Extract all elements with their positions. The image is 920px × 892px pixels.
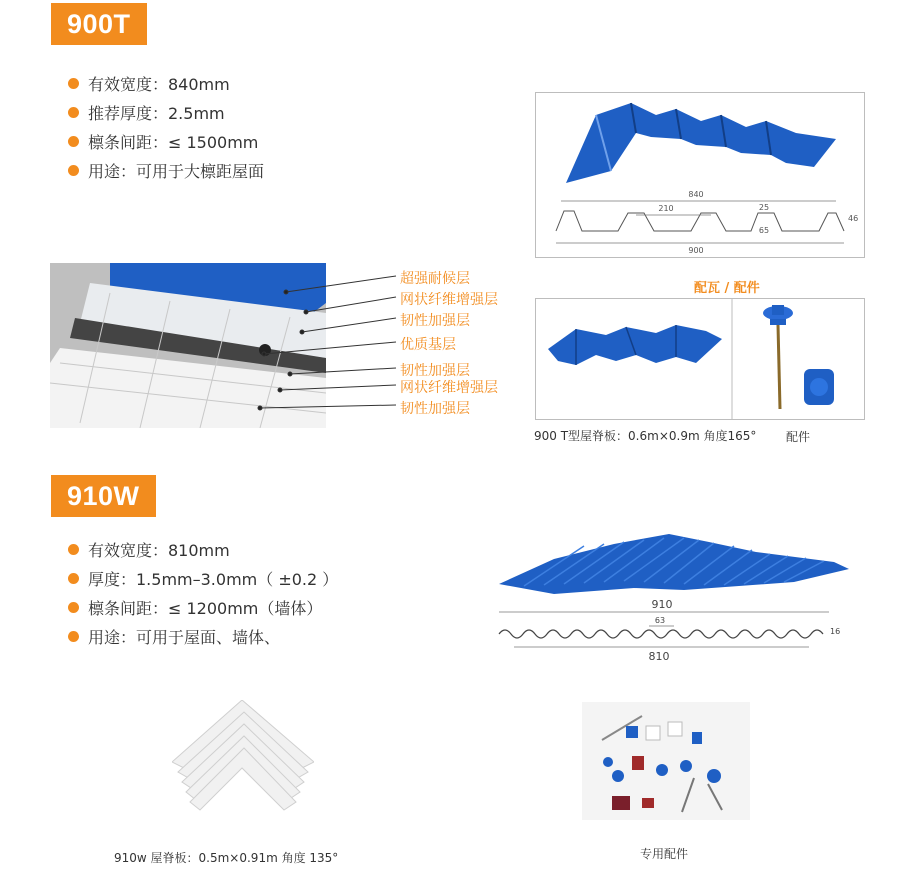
- parts-caption-900t: 配件: [786, 430, 811, 444]
- accessories-title: 配瓦 / 配件: [694, 281, 760, 296]
- spec-list-910w: [68, 536, 338, 652]
- section-badge-900t: 900T: [51, 3, 147, 45]
- dim-total: 910: [651, 598, 673, 611]
- layer-leader-lines: [250, 268, 400, 413]
- bullet-icon: [68, 631, 79, 642]
- section-badge-910w: 910W: [51, 475, 156, 517]
- bullet-icon: [68, 544, 79, 555]
- spec-item: 有效宽度：810mm: [68, 536, 338, 565]
- dim-pitch: 63: [654, 616, 666, 625]
- layer-label: 韧性加强层: [400, 313, 470, 329]
- bullet-icon: [68, 136, 79, 147]
- dim-pitch: 210: [658, 204, 674, 213]
- spec-item: 推荐厚度：2.5mm: [68, 99, 264, 128]
- layer-label: 优质基层: [400, 337, 456, 353]
- dim-height: 16: [830, 627, 841, 636]
- accessories-box-900t: [535, 298, 865, 420]
- spec-item: 用途：可用于大檩距屋面: [68, 157, 264, 186]
- bullet-icon: [68, 107, 79, 118]
- accessories-photo-910w: [582, 702, 750, 820]
- ridge-caption-910w: 910w 屋脊板：0.5m×0.91m 角度 135°: [114, 851, 339, 865]
- ridge-caption-900t: 900 T型屋脊板：0.6m×0.9m 角度165°: [534, 429, 757, 443]
- spec-item: 檩条间距：≤ 1500mm: [68, 128, 264, 157]
- bullet-icon: [68, 78, 79, 89]
- ridge-image-910w: [172, 700, 314, 818]
- profile-diagram-910w: [494, 534, 854, 666]
- dim-total: 840: [688, 190, 704, 199]
- dim-effective: 810: [648, 650, 670, 663]
- bullet-icon: [68, 602, 79, 613]
- spec-item: 檩条间距：≤ 1200mm（墙体）: [68, 594, 338, 623]
- dim-height: 46: [848, 214, 859, 223]
- layer-label: 网状纤维增强层: [400, 380, 498, 396]
- dim-full: 900: [688, 246, 704, 255]
- spec-item: 有效宽度：840mm: [68, 70, 264, 99]
- layer-label: 韧性加强层: [400, 363, 470, 379]
- bullet-icon: [68, 573, 79, 584]
- layer-label: 网状纤维增强层: [400, 292, 498, 308]
- bullet-icon: [68, 165, 79, 176]
- profile-diagram-900t: [535, 92, 865, 258]
- layer-label: 超强耐候层: [400, 271, 470, 287]
- dim-top: 25: [758, 203, 770, 212]
- dim-bottom: 65: [758, 226, 770, 235]
- parts-caption-910w: 专用配件: [640, 847, 689, 861]
- spec-item: 厚度：1.5mm–3.0mm（ ±0.2 ）: [68, 565, 338, 594]
- layer-label: 韧性加强层: [400, 401, 470, 417]
- spec-list-900t: [68, 70, 264, 186]
- spec-item: 用途：可用于屋面、墙体、: [68, 623, 338, 652]
